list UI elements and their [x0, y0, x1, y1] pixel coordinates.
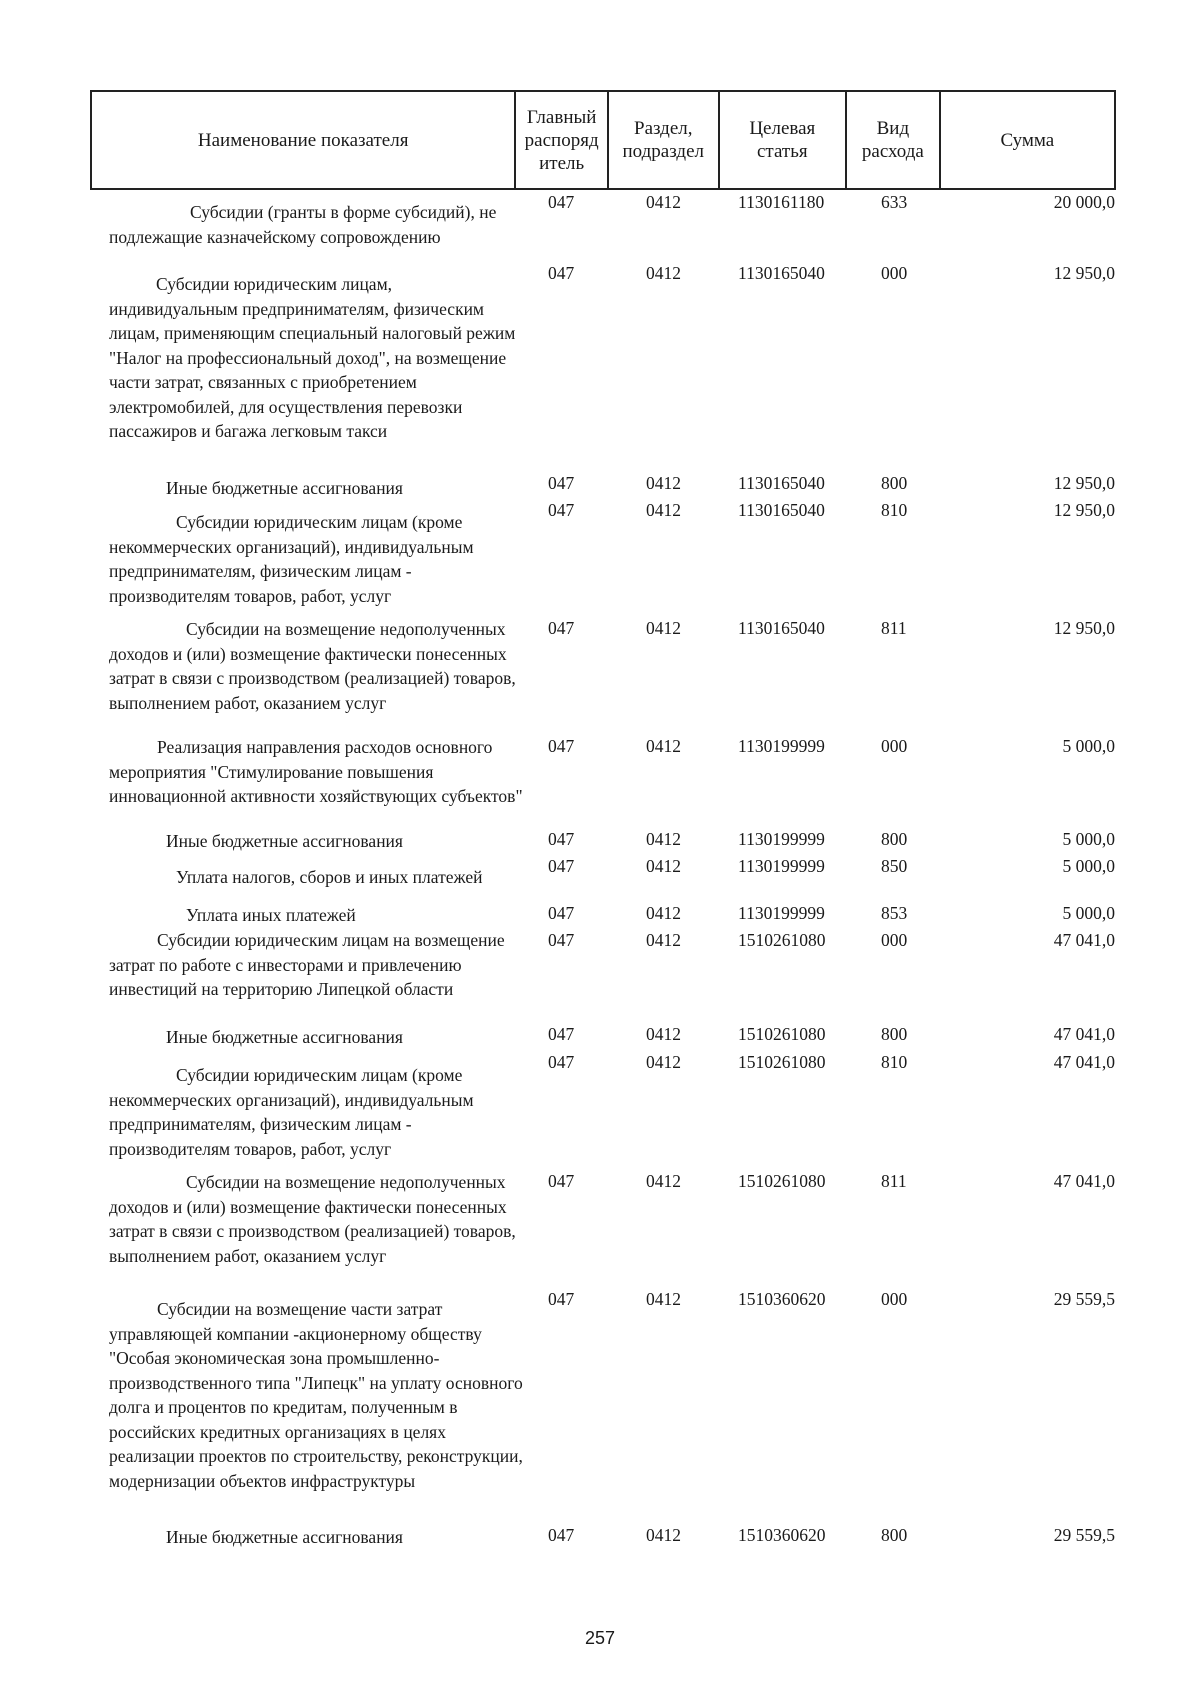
row-description: Реализация направления расходов основного мероприятия "Стимулирование повышения инновационной активности хозяйствующих субъектов" [109, 737, 523, 806]
row-description: Иные бюджетные ассигнования [166, 478, 403, 498]
row-sum: 29 559,5 [1053, 1525, 1115, 1545]
row-sum: 5 000,0 [1062, 736, 1115, 756]
row-vid: 800 [881, 1024, 908, 1044]
row-vid: 000 [881, 930, 908, 950]
row-description: Субсидии юридическим лицам, индивидуальным предпринимателям, физическим лицам, применяющим специальный налоговый режим "Налог на профессиональный доход", на возмещение части затрат, связанных с приобретением электромобилей, для осуществления перевозки пассажиров и багажа легковым такси [109, 274, 516, 441]
row-description: Субсидии юридическим лицам на возмещение затрат по работе с инвесторами и привлечению инвестиций на территорию Липецкой области [109, 930, 505, 999]
row-sum: 12 950,0 [1053, 263, 1115, 283]
row-vid: 800 [881, 829, 908, 849]
row-sum: 47 041,0 [1053, 1024, 1115, 1044]
row-section: 0412 [646, 1052, 681, 1072]
row-section: 0412 [646, 1525, 681, 1545]
row-sum: 29 559,5 [1053, 1289, 1115, 1309]
row-sum: 12 950,0 [1053, 500, 1115, 520]
row-description: Иные бюджетные ассигнования [166, 1027, 403, 1047]
row-section: 0412 [646, 930, 681, 950]
row-glavny: 047 [548, 856, 575, 876]
row-target: 1130165040 [738, 473, 825, 493]
row-glavny: 047 [548, 618, 575, 638]
row-glavny: 047 [548, 829, 575, 849]
page-number: 257 [584, 1628, 616, 1648]
row-description: Субсидии на возмещение недополученных доходов и (или) возмещение фактически понесенных затрат в связи с производством (реализацией) товаров, выполнением работ, оказанием услуг [109, 1172, 516, 1266]
row-section: 0412 [646, 192, 681, 212]
row-target: 1510261080 [738, 1052, 826, 1072]
row-glavny: 047 [548, 1024, 575, 1044]
row-section: 0412 [646, 500, 681, 520]
row-section: 0412 [646, 829, 681, 849]
row-glavny: 047 [548, 903, 575, 923]
row-description: Иные бюджетные ассигнования [166, 831, 403, 851]
row-sum: 12 950,0 [1053, 618, 1115, 638]
row-section: 0412 [646, 473, 681, 493]
row-vid: 810 [881, 500, 908, 520]
row-section: 0412 [646, 618, 681, 638]
row-sum: 47 041,0 [1053, 1171, 1115, 1191]
header-glavny: Главный распоряд итель [516, 92, 609, 188]
row-target: 1510360620 [738, 1289, 826, 1309]
header-sum: Сумма [1000, 129, 1055, 151]
row-target: 1130161180 [738, 192, 825, 212]
row-vid: 000 [881, 263, 908, 283]
row-vid: 850 [881, 856, 908, 876]
row-description: Субсидии юридическим лицам (кроме некоммерческих организаций), индивидуальным предпринимателям, физическим лицам - производителям товаров, работ, услуг [109, 512, 474, 606]
row-glavny: 047 [548, 500, 575, 520]
row-sum: 5 000,0 [1062, 829, 1115, 849]
row-section: 0412 [646, 903, 681, 923]
row-description: Субсидии юридическим лицам (кроме некоммерческих организаций), индивидуальным предпринимателям, физическим лицам - производителям товаров, работ, услуг [109, 1065, 474, 1159]
row-sum: 5 000,0 [1062, 856, 1115, 876]
row-vid: 811 [881, 1171, 907, 1191]
row-section: 0412 [646, 1289, 681, 1309]
row-description: Субсидии на возмещение части затрат управляющей компании -акционерному обществу "Особая экономическая зона промышленно-производственного типа "Липецк" на уплату основного долга и процентов по кредитам, полученным в российских кредитных организациях в целях реализации проектов по строительству, реконструкции, модернизации объектов инфраструктуры [109, 1299, 523, 1491]
row-sum: 20 000,0 [1053, 192, 1115, 212]
row-vid: 811 [881, 618, 907, 638]
row-vid: 800 [881, 473, 908, 493]
row-section: 0412 [646, 856, 681, 876]
row-sum: 12 950,0 [1053, 473, 1115, 493]
row-vid: 853 [881, 903, 908, 923]
row-target: 1130199999 [738, 903, 825, 923]
row-target: 1510261080 [738, 1171, 826, 1191]
row-glavny: 047 [548, 1525, 575, 1545]
row-section: 0412 [646, 263, 681, 283]
row-target: 1130199999 [738, 736, 825, 756]
header-vid: Вид расхода [847, 92, 941, 188]
row-vid: 000 [881, 736, 908, 756]
row-description: Субсидии на возмещение недополученных доходов и (или) возмещение фактически понесенных затрат в связи с производством (реализацией) товаров, выполнением работ, оказанием услуг [109, 619, 516, 713]
row-target: 1130165040 [738, 263, 825, 283]
row-vid: 810 [881, 1052, 908, 1072]
row-vid: 000 [881, 1289, 908, 1309]
row-description: Субсидии (гранты в форме субсидий), не подлежащие казначейскому сопровождению [109, 202, 497, 247]
row-description: Уплата иных платежей [186, 905, 356, 925]
row-glavny: 047 [548, 736, 575, 756]
row-target: 1510261080 [738, 930, 826, 950]
row-section: 0412 [646, 1171, 681, 1191]
header-section: Раздел, подраздел [609, 92, 720, 188]
row-target: 1510360620 [738, 1525, 826, 1545]
row-description: Уплата налогов, сборов и иных платежей [176, 867, 483, 887]
row-glavny: 047 [548, 192, 575, 212]
row-vid: 633 [881, 192, 908, 212]
row-target: 1130165040 [738, 618, 825, 638]
row-target: 1130165040 [738, 500, 825, 520]
row-sum: 47 041,0 [1053, 930, 1115, 950]
row-glavny: 047 [548, 1052, 575, 1072]
row-sum: 5 000,0 [1062, 903, 1115, 923]
header-target: Целевая статья [720, 92, 848, 188]
row-section: 0412 [646, 1024, 681, 1044]
header-name: Наименование показателя [92, 92, 516, 188]
row-section: 0412 [646, 736, 681, 756]
row-description: Иные бюджетные ассигнования [166, 1527, 403, 1547]
row-vid: 800 [881, 1525, 908, 1545]
row-sum: 47 041,0 [1053, 1052, 1115, 1072]
row-target: 1510261080 [738, 1024, 826, 1044]
row-glavny: 047 [548, 263, 575, 283]
row-glavny: 047 [548, 930, 575, 950]
row-glavny: 047 [548, 1171, 575, 1191]
row-glavny: 047 [548, 1289, 575, 1309]
row-target: 1130199999 [738, 829, 825, 849]
row-glavny: 047 [548, 473, 575, 493]
row-target: 1130199999 [738, 856, 825, 876]
